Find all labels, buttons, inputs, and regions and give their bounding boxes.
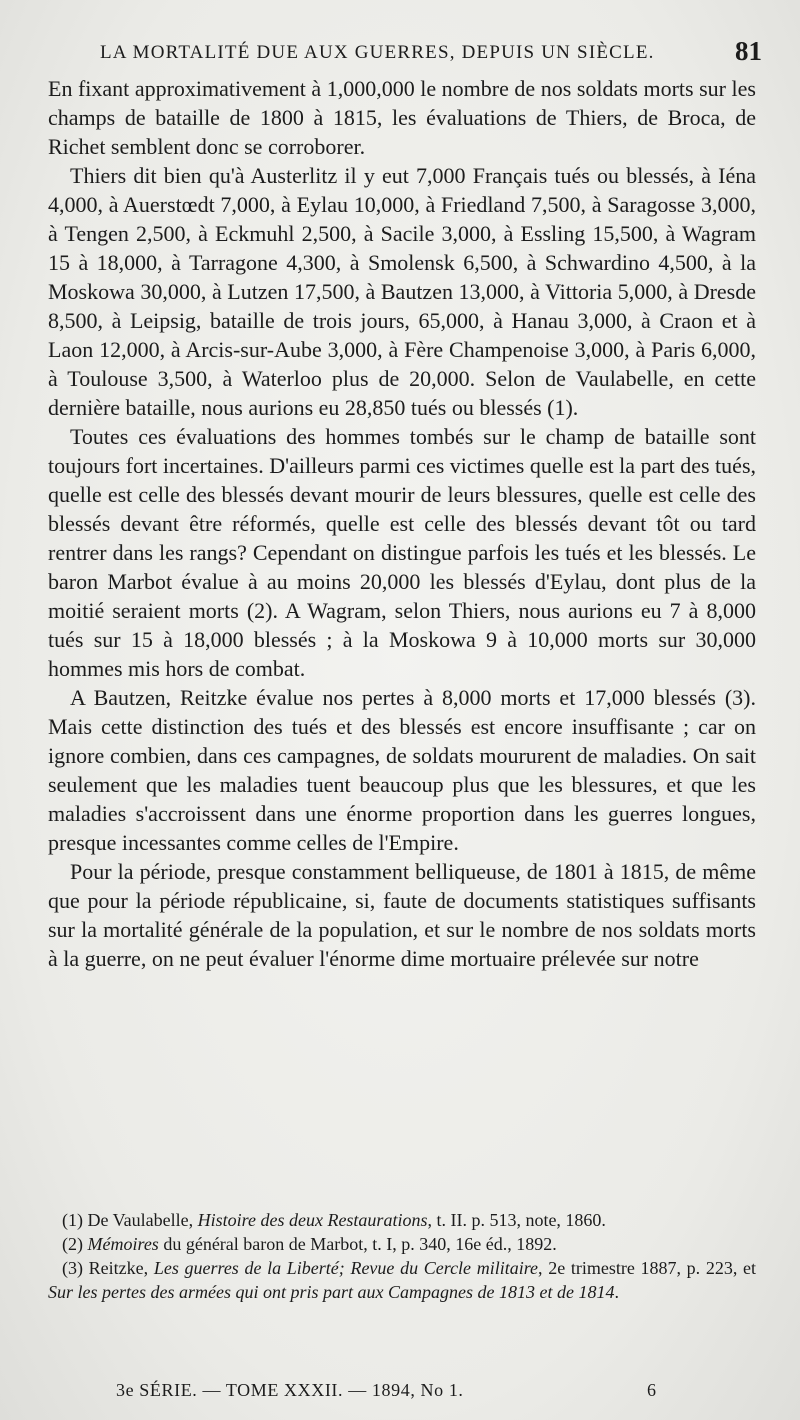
paragraph-1: En fixant approximativement à 1,000,000 le nombre de nos soldats morts sur les champs de bataille de 1800 à 1815, les évaluations de Thiers, de Broca, de Richet semblent donc se corroborer. [48, 76, 756, 159]
footnote-text: . [614, 1282, 619, 1302]
footnote-marker: (1) [62, 1210, 83, 1230]
footnote-text: , 2e trimestre 1887, p. 223, et [538, 1258, 756, 1278]
footnote-text: du général baron de Marbot, t. I, p. 340, 16e éd., 1892. [158, 1234, 557, 1254]
footnote-text: Reitzke, [83, 1258, 154, 1278]
footnote-title: Les guerres de la Liberté; Revue du Cercle militaire [153, 1258, 539, 1278]
sheet-number: 6 [647, 1380, 656, 1400]
signature-line [116, 1380, 656, 1404]
running-title: LA MORTALITÉ DUE AUX GUERRES, DEPUIS UN SIÈCLE. [100, 42, 655, 63]
series-volume-label: 3e SÉRIE. — TOME XXXII. — 1894, No 1. [116, 1380, 464, 1400]
paragraph-5: Pour la période, presque constamment belliqueuse, de 1801 à 1815, de même que pour la période républicaine, si, faute de documents statistiques suffisants sur la mortalité générale de la population, et sur le nombre de nos soldats morts à la guerre, on ne peut évaluer l'énorme dime mortuaire prélevée sur notre [48, 859, 756, 971]
page-header [100, 36, 762, 70]
footnotes [48, 1208, 756, 1304]
footnote-title: Sur les pertes des armées qui ont pris part aux Campagnes de 1813 et de 1814 [48, 1282, 615, 1302]
footnote-text: , t. II. p. 513, note, 1860. [427, 1210, 606, 1230]
paragraph-3: Toutes ces évaluations des hommes tombés sur le champ de bataille sont toujours fort incertaines. D'ailleurs parmi ces victimes quelle est la part des tués, quelle est celle des blessés devant mourir de leurs blessures, quelle est celle des blessés devant être réformés, quelle est celle des blessés devant tôt ou tard rentrer dans les rangs? Cependant on distingue parfois les tués et les blessés. Le baron Marbot évalue à au moins 20,000 les blessés d'Eylau, dont plus de la moitié seraient morts (2). A Wagram, selon Thiers, nous aurions eu 7 à 8,000 tués sur 15 à 18,000 blessés ; à la Moskowa 9 à 10,000 morts sur 30,000 hommes mis hors de combat. [48, 424, 756, 681]
body-text [48, 74, 756, 973]
footnote-1 [48, 1208, 756, 1232]
footnote-3 [48, 1256, 756, 1304]
footnote-title: Mémoires [87, 1234, 159, 1254]
page-number: 81 [735, 36, 762, 66]
footnote-marker: (2) [62, 1234, 83, 1254]
footnote-marker: (3) [62, 1258, 83, 1278]
paragraph-2: Thiers dit bien qu'à Austerlitz il y eut 7,000 Français tués ou blessés, à Iéna 4,000, à Auerstœdt 7,000, à Eylau 10,000, à Friedland 7,500, à Saragosse 3,000, à Tengen 2,500, à Eckmuhl 2,500, à Sacile 3,000, à Essling 15,500, à Wagram 15 à 18,000, à Tarragone 4,300, à Smolensk 6,500, à Schwardino 4,500, à la Moskowa 30,000, à Lutzen 17,500, à Bautzen 13,000, à Vittoria 5,000, à Dresde 8,500, à Leipsig, bataille de trois jours, 65,000, à Hanau 3,000, à Craon et à Laon 12,000, à Arcis-sur-Aube 3,000, à Fère Champenoise 3,000, à Paris 6,000, à Toulouse 3,500, à Waterloo plus de 20,000. Selon de Vaulabelle, en cette dernière bataille, nous aurions eu 28,850 tués ou blessés (1). [48, 163, 756, 420]
footnote-2 [48, 1232, 756, 1256]
paragraph-4: A Bautzen, Reitzke évalue nos pertes à 8,000 morts et 17,000 blessés (3). Mais cette distinction des tués et des blessés est encore insuffisante ; car on ignore combien, dans ces campagnes, de soldats moururent de maladies. On sait seulement que les maladies tuent beaucoup plus que les blessures, et que les maladies s'accroissent dans une énorme proportion dans les guerres longues, presque incessantes comme celles de l'Empire. [48, 685, 756, 855]
footnote-title: Histoire des deux Restaurations [197, 1210, 428, 1230]
footnote-text: De Vaulabelle, [83, 1210, 198, 1230]
